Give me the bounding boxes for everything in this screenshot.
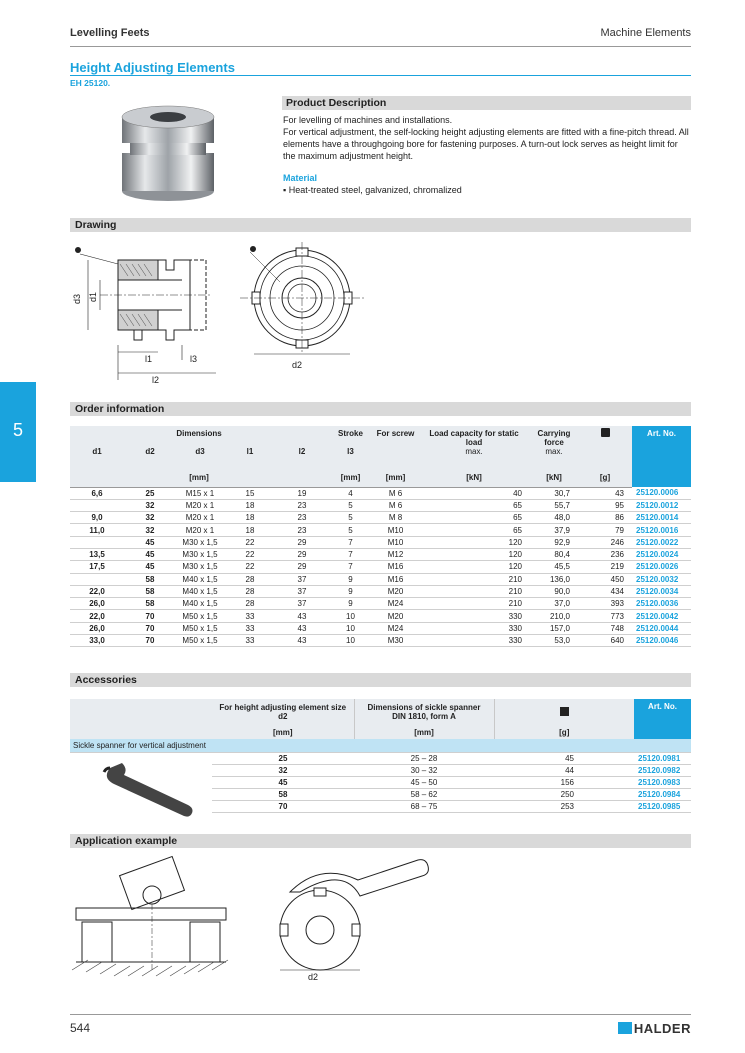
cell-d1: 22,0 bbox=[70, 610, 124, 622]
label-l3: l3 bbox=[190, 354, 198, 364]
brand-logo bbox=[618, 1021, 691, 1036]
cell-art[interactable]: 25120.0022 bbox=[632, 536, 691, 548]
acc-col-spanner bbox=[354, 699, 494, 725]
cell-size: 25 bbox=[212, 752, 354, 764]
acc-col-art: Art. No. bbox=[634, 699, 691, 739]
cell-g: 748 bbox=[578, 622, 632, 634]
cell-g: 95 bbox=[578, 499, 632, 511]
cell-art[interactable]: 25120.0006 bbox=[632, 487, 691, 499]
cell-l2: 43 bbox=[276, 622, 328, 634]
acc-unit-spanner: [mm] bbox=[354, 725, 494, 739]
product-description-text bbox=[283, 114, 689, 162]
cell-d2: 32 bbox=[124, 524, 176, 536]
cell-stroke: 7 bbox=[328, 548, 373, 560]
label-l2: l2 bbox=[152, 375, 160, 385]
cell-stroke: 7 bbox=[328, 561, 373, 573]
acc-units-row bbox=[70, 725, 691, 739]
cell-stroke: 9 bbox=[328, 598, 373, 610]
acc-col-size bbox=[212, 699, 354, 725]
cell-art[interactable]: 25120.0042 bbox=[632, 610, 691, 622]
description-line-1: For levelling of machines and installations. bbox=[283, 115, 453, 125]
col-l1: l1 bbox=[224, 447, 276, 473]
cell-stroke: 9 bbox=[328, 585, 373, 597]
brand-name: HALDER bbox=[633, 1021, 691, 1036]
table-row bbox=[70, 622, 691, 634]
cell-d3: M20 x 1 bbox=[176, 512, 224, 524]
cell-d1: 6,6 bbox=[70, 487, 124, 499]
cell-dim: 68 – 75 bbox=[354, 800, 494, 812]
cell-screw: M20 bbox=[373, 610, 418, 622]
application-drawing-right bbox=[270, 860, 450, 985]
table-row bbox=[70, 610, 691, 622]
acc-col-blank bbox=[70, 699, 212, 725]
cell-d3: M50 x 1,5 bbox=[176, 622, 224, 634]
accessories-heading: Accessories bbox=[70, 673, 691, 687]
cell-d2: 25 bbox=[124, 487, 176, 499]
col-weight-icon bbox=[578, 426, 632, 447]
label-d2-application: d2 bbox=[308, 972, 319, 982]
cell-load: 120 bbox=[418, 548, 530, 560]
page-number: 544 bbox=[70, 1021, 91, 1035]
cell-carry: 210,0 bbox=[530, 610, 578, 622]
halder-logo-icon bbox=[618, 1022, 632, 1034]
table-row bbox=[70, 598, 691, 610]
cell-dim: 58 – 62 bbox=[354, 788, 494, 800]
cell-d2: 58 bbox=[124, 598, 176, 610]
col-load-max: max. bbox=[418, 447, 530, 473]
cell-d1: 22,0 bbox=[70, 585, 124, 597]
cell-screw: M16 bbox=[373, 561, 418, 573]
acc-row-label-text: Sickle spanner for vertical adjustment bbox=[70, 739, 691, 752]
cell-d2: 32 bbox=[124, 499, 176, 511]
cell-d1 bbox=[70, 536, 124, 548]
cell-g: 86 bbox=[578, 512, 632, 524]
cell-load: 330 bbox=[418, 635, 530, 647]
table-row bbox=[70, 585, 691, 597]
product-image bbox=[112, 103, 224, 203]
cell-art[interactable]: 25120.0026 bbox=[632, 561, 691, 573]
cell-load: 65 bbox=[418, 499, 530, 511]
cell-g: 640 bbox=[578, 635, 632, 647]
table-row bbox=[70, 561, 691, 573]
cell-g: 156 bbox=[494, 776, 634, 788]
cell-stroke: 10 bbox=[328, 610, 373, 622]
col-screw: For screw bbox=[373, 426, 418, 447]
cell-load: 330 bbox=[418, 610, 530, 622]
col-carry-max: max. bbox=[530, 447, 578, 473]
cell-screw: M30 bbox=[373, 635, 418, 647]
cell-g: 773 bbox=[578, 610, 632, 622]
acc-din-label: DIN 1810, form A bbox=[392, 712, 456, 721]
cell-l1: 18 bbox=[224, 512, 276, 524]
cell-g: 79 bbox=[578, 524, 632, 536]
cell-d2: 70 bbox=[124, 635, 176, 647]
cell-carry: 92,9 bbox=[530, 536, 578, 548]
cell-l1: 22 bbox=[224, 548, 276, 560]
unit-stroke: [mm] bbox=[328, 473, 373, 487]
cell-stroke: 9 bbox=[328, 573, 373, 585]
cell-g: 43 bbox=[578, 487, 632, 499]
col-d1: d1 bbox=[70, 447, 124, 473]
unit-dimensions: [mm] bbox=[70, 473, 328, 487]
table-row bbox=[70, 499, 691, 511]
cell-carry: 37,0 bbox=[530, 598, 578, 610]
cell-stroke: 10 bbox=[328, 635, 373, 647]
cell-dim: 30 – 32 bbox=[354, 764, 494, 776]
header-category: Levelling Feets bbox=[70, 27, 150, 39]
acc-col-weight bbox=[494, 699, 634, 725]
cell-carry: 37,9 bbox=[530, 524, 578, 536]
cell-art[interactable]: 25120.0984 bbox=[634, 788, 691, 800]
weight-icon bbox=[560, 707, 569, 716]
cell-stroke: 5 bbox=[328, 524, 373, 536]
cell-d1: 26,0 bbox=[70, 622, 124, 634]
cell-l2: 23 bbox=[276, 512, 328, 524]
cell-g: 219 bbox=[578, 561, 632, 573]
cell-l2: 29 bbox=[276, 561, 328, 573]
cell-g: 45 bbox=[494, 752, 634, 764]
cell-screw: M20 bbox=[373, 585, 418, 597]
cell-g: 253 bbox=[494, 800, 634, 812]
acc-row-label bbox=[70, 739, 691, 752]
cell-g: 44 bbox=[494, 764, 634, 776]
table-row bbox=[70, 524, 691, 536]
col-dimensions: Dimensions bbox=[70, 426, 328, 447]
cell-g: 450 bbox=[578, 573, 632, 585]
unit-load: [kN] bbox=[418, 473, 530, 487]
cell-d1: 33,0 bbox=[70, 635, 124, 647]
acc-d2-label: d2 bbox=[278, 712, 288, 721]
cell-l2: 43 bbox=[276, 610, 328, 622]
col-load: Load capacity for static load bbox=[418, 426, 530, 447]
cell-l2: 29 bbox=[276, 548, 328, 560]
unit-carry: [kN] bbox=[530, 473, 578, 487]
table-row bbox=[70, 487, 691, 499]
table-row bbox=[70, 548, 691, 560]
cell-d3: M20 x 1 bbox=[176, 499, 224, 511]
cell-load: 330 bbox=[418, 622, 530, 634]
cell-art[interactable]: 25120.0016 bbox=[632, 524, 691, 536]
cell-art[interactable]: 25120.0981 bbox=[634, 752, 691, 764]
cell-d3: M30 x 1,5 bbox=[176, 536, 224, 548]
cell-l2: 19 bbox=[276, 487, 328, 499]
cell-stroke: 7 bbox=[328, 536, 373, 548]
cell-load: 210 bbox=[418, 598, 530, 610]
cell-dim: 25 – 28 bbox=[354, 752, 494, 764]
cell-carry: 30,7 bbox=[530, 487, 578, 499]
cell-d1: 26,0 bbox=[70, 598, 124, 610]
cell-l1: 18 bbox=[224, 499, 276, 511]
cell-l1: 28 bbox=[224, 573, 276, 585]
material-heading: Material bbox=[283, 173, 318, 183]
col-d2: d2 bbox=[124, 447, 176, 473]
sickle-spanner-image bbox=[100, 760, 200, 822]
cell-art[interactable]: 25120.0044 bbox=[632, 622, 691, 634]
acc-header-row bbox=[70, 699, 691, 725]
acc-unit-size: [mm] bbox=[212, 725, 354, 739]
cell-load: 120 bbox=[418, 561, 530, 573]
unit-screw: [mm] bbox=[373, 473, 418, 487]
cell-d2: 70 bbox=[124, 610, 176, 622]
cell-art[interactable]: 25120.0983 bbox=[634, 776, 691, 788]
cell-art[interactable]: 25120.0032 bbox=[632, 573, 691, 585]
cell-art[interactable]: 25120.0034 bbox=[632, 585, 691, 597]
cell-l1: 28 bbox=[224, 598, 276, 610]
cell-l1: 28 bbox=[224, 585, 276, 597]
cell-art[interactable]: 25120.0014 bbox=[632, 512, 691, 524]
cell-load: 210 bbox=[418, 573, 530, 585]
header-section: Machine Elements bbox=[600, 27, 691, 39]
cell-l1: 18 bbox=[224, 524, 276, 536]
cell-screw: M24 bbox=[373, 598, 418, 610]
cell-screw: M 6 bbox=[373, 499, 418, 511]
cell-carry: 48,0 bbox=[530, 512, 578, 524]
cell-art[interactable]: 25120.0036 bbox=[632, 598, 691, 610]
cell-l2: 37 bbox=[276, 585, 328, 597]
cell-d1: 17,5 bbox=[70, 561, 124, 573]
col-weight-blank bbox=[578, 447, 632, 473]
cell-d1: 11,0 bbox=[70, 524, 124, 536]
cell-l1: 33 bbox=[224, 622, 276, 634]
application-drawing-left bbox=[72, 860, 232, 985]
cell-l2: 37 bbox=[276, 598, 328, 610]
cell-d1: 9,0 bbox=[70, 512, 124, 524]
cell-l1: 22 bbox=[224, 561, 276, 573]
cell-load: 40 bbox=[418, 487, 530, 499]
table-row bbox=[70, 536, 691, 548]
acc-size-label: For height adjusting element size bbox=[219, 703, 347, 712]
cell-screw: M10 bbox=[373, 524, 418, 536]
order-table bbox=[70, 426, 691, 647]
cell-art[interactable]: 25120.0012 bbox=[632, 499, 691, 511]
cell-d2: 58 bbox=[124, 585, 176, 597]
cell-load: 65 bbox=[418, 524, 530, 536]
cell-d3: M40 x 1,5 bbox=[176, 598, 224, 610]
cell-carry: 90,0 bbox=[530, 585, 578, 597]
cell-d1: 13,5 bbox=[70, 548, 124, 560]
cell-art[interactable]: 25120.0985 bbox=[634, 800, 691, 812]
cell-load: 65 bbox=[418, 512, 530, 524]
col-l3: l3 bbox=[328, 447, 373, 473]
application-heading: Application example bbox=[70, 834, 691, 848]
cell-dim: 45 – 50 bbox=[354, 776, 494, 788]
cell-size: 32 bbox=[212, 764, 354, 776]
technical-drawing-section bbox=[70, 240, 230, 390]
cell-size: 70 bbox=[212, 800, 354, 812]
cell-d2: 32 bbox=[124, 512, 176, 524]
cell-d2: 58 bbox=[124, 573, 176, 585]
cell-d3: M40 x 1,5 bbox=[176, 573, 224, 585]
table-row bbox=[70, 635, 691, 647]
cell-screw: M24 bbox=[373, 622, 418, 634]
material-text: Heat-treated steel, galvanized, chromalized bbox=[288, 185, 462, 195]
cell-stroke: 4 bbox=[328, 487, 373, 499]
cell-screw: M 8 bbox=[373, 512, 418, 524]
cell-g: 236 bbox=[578, 548, 632, 560]
label-l1: l1 bbox=[145, 354, 153, 364]
label-d2: d2 bbox=[292, 360, 303, 370]
cell-d3: M30 x 1,5 bbox=[176, 548, 224, 560]
cell-screw: M 6 bbox=[373, 487, 418, 499]
cell-size: 58 bbox=[212, 788, 354, 800]
acc-unit-blank bbox=[70, 725, 212, 739]
cell-art[interactable]: 25120.0046 bbox=[632, 635, 691, 647]
order-body bbox=[70, 487, 691, 647]
footer-divider bbox=[70, 1014, 691, 1015]
cell-l2: 29 bbox=[276, 536, 328, 548]
col-l2: l2 bbox=[276, 447, 328, 473]
cell-load: 120 bbox=[418, 536, 530, 548]
cell-carry: 80,4 bbox=[530, 548, 578, 560]
cell-l1: 22 bbox=[224, 536, 276, 548]
cell-art[interactable]: 25120.0982 bbox=[634, 764, 691, 776]
cell-l1: 33 bbox=[224, 635, 276, 647]
cell-stroke: 5 bbox=[328, 512, 373, 524]
cell-l2: 23 bbox=[276, 499, 328, 511]
cell-screw: M10 bbox=[373, 536, 418, 548]
cell-stroke: 5 bbox=[328, 499, 373, 511]
col-art-no: Art. No. bbox=[632, 426, 691, 487]
cell-d1 bbox=[70, 573, 124, 585]
title-underline bbox=[70, 75, 691, 76]
cell-d2: 45 bbox=[124, 536, 176, 548]
cell-carry: 53,0 bbox=[530, 635, 578, 647]
col-d3: d3 bbox=[176, 447, 224, 473]
order-header-row-1 bbox=[70, 426, 691, 447]
cell-l2: 37 bbox=[276, 573, 328, 585]
material-item: ▪ Heat-treated steel, galvanized, chromalized bbox=[283, 185, 462, 195]
order-header-units bbox=[70, 473, 691, 487]
cell-l1: 15 bbox=[224, 487, 276, 499]
cell-d3: M15 x 1 bbox=[176, 487, 224, 499]
technical-drawing-front bbox=[240, 242, 370, 372]
acc-unit-weight: [g] bbox=[494, 725, 634, 739]
label-d3: d3 bbox=[72, 293, 82, 304]
cell-d3: M40 x 1,5 bbox=[176, 585, 224, 597]
cell-load: 210 bbox=[418, 585, 530, 597]
cell-carry: 157,0 bbox=[530, 622, 578, 634]
chapter-tab[interactable]: 5 bbox=[0, 382, 36, 482]
weight-icon bbox=[601, 428, 610, 437]
header-divider bbox=[70, 46, 691, 47]
page-title: Height Adjusting Elements bbox=[70, 60, 235, 75]
label-d1: d1 bbox=[88, 291, 98, 302]
page-subtitle: EH 25120. bbox=[70, 78, 111, 88]
col-screw-blank bbox=[373, 447, 418, 473]
cell-carry: 45,5 bbox=[530, 561, 578, 573]
unit-weight: [g] bbox=[578, 473, 632, 487]
description-line-2: For vertical adjustment, the self-locking height adjusting elements are fitted with a fine-pitch thread. All elements have a throughgoing bore for fastening purposes. A turn-out lock serves as height limit for the maximum adjustment height. bbox=[283, 127, 689, 161]
col-stroke: Stroke bbox=[328, 426, 373, 447]
order-heading: Order information bbox=[70, 402, 691, 416]
cell-l1: 33 bbox=[224, 610, 276, 622]
table-row bbox=[70, 573, 691, 585]
cell-l2: 23 bbox=[276, 524, 328, 536]
cell-g: 250 bbox=[494, 788, 634, 800]
cell-stroke: 10 bbox=[328, 622, 373, 634]
product-description-heading: Product Description bbox=[282, 96, 691, 110]
cell-carry: 136,0 bbox=[530, 573, 578, 585]
cell-size: 45 bbox=[212, 776, 354, 788]
cell-d3: M50 x 1,5 bbox=[176, 610, 224, 622]
cell-art[interactable]: 25120.0024 bbox=[632, 548, 691, 560]
cell-g: 393 bbox=[578, 598, 632, 610]
cell-d3: M30 x 1,5 bbox=[176, 561, 224, 573]
cell-l2: 43 bbox=[276, 635, 328, 647]
cell-screw: M12 bbox=[373, 548, 418, 560]
cell-g: 434 bbox=[578, 585, 632, 597]
cell-d3: M20 x 1 bbox=[176, 524, 224, 536]
cell-carry: 55,7 bbox=[530, 499, 578, 511]
cell-screw: M16 bbox=[373, 573, 418, 585]
drawing-heading: Drawing bbox=[70, 218, 691, 232]
col-carry: Carrying force bbox=[530, 426, 578, 447]
cell-g: 246 bbox=[578, 536, 632, 548]
order-header-row-2 bbox=[70, 447, 691, 473]
cell-d3: M50 x 1,5 bbox=[176, 635, 224, 647]
table-row bbox=[70, 512, 691, 524]
cell-d2: 45 bbox=[124, 561, 176, 573]
cell-d1 bbox=[70, 499, 124, 511]
acc-spanner-label: Dimensions of sickle spanner bbox=[367, 703, 481, 712]
cell-d2: 45 bbox=[124, 548, 176, 560]
cell-d2: 70 bbox=[124, 622, 176, 634]
